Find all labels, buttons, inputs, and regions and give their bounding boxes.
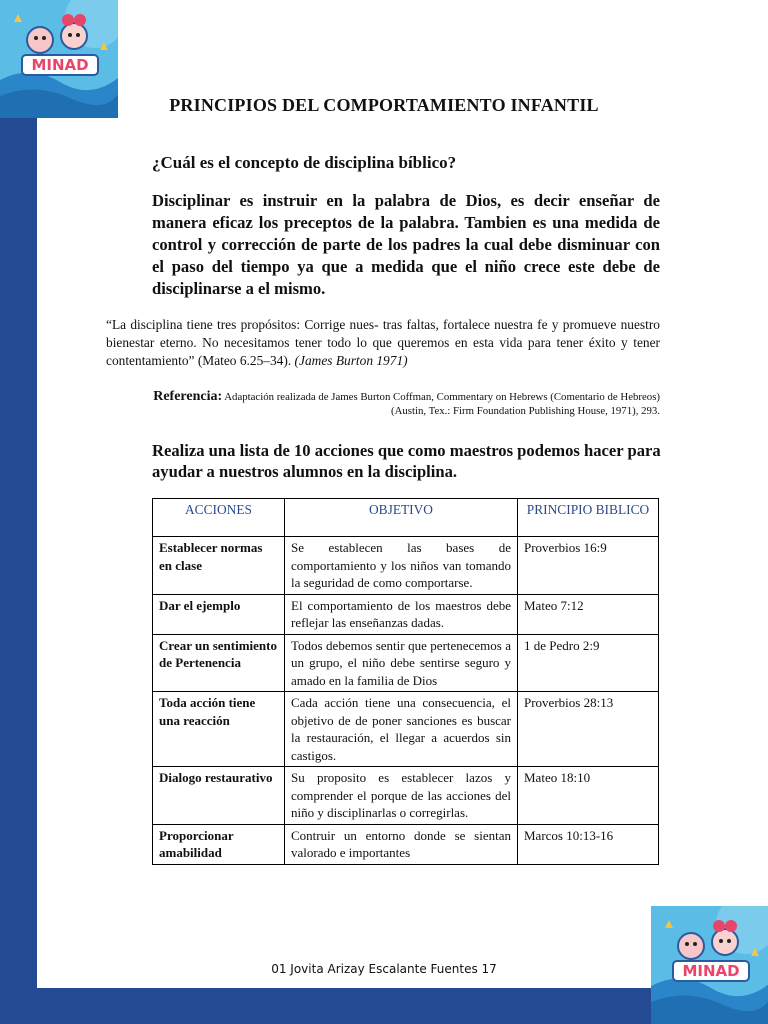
quote-citation: (James Burton 1971) (294, 353, 408, 368)
cell-objetivo: Contruir un entorno donde se sientan valorado e importantes (285, 824, 518, 864)
logo-text: MINAD (682, 962, 740, 980)
logo-text: MINAD (31, 56, 89, 74)
cell-accion: Proporcionar amabilidad (153, 824, 285, 864)
cell-objetivo: Cada acción tiene una consecuencia, el objetivo de de poner sanciones es buscar la restauración, el llegar a acuerdos sin castigos. (285, 692, 518, 767)
definition-paragraph: Disciplinar es instruir en la palabra de Dios, es decir enseñar de manera eficaz los preceptos de la palabra. Tambien es una medida de control y corrección de parte de los padres la cual debe disminuar con el paso del tiempo ya que a medida que el niño crece este debe de disciplinarse a el mismo. (152, 191, 660, 298)
table-row (153, 692, 659, 767)
table-row (153, 634, 659, 692)
cell-accion: Dialogo restaurativo (153, 767, 285, 825)
cell-principio: Marcos 10:13-16 (518, 824, 659, 864)
page-title: PRINCIPIOS DEL COMPORTAMIENTO INFANTIL (169, 95, 599, 115)
cell-accion: Establecer normas en clase (153, 537, 285, 595)
table-row (153, 537, 659, 595)
cell-principio: 1 de Pedro 2:9 (518, 634, 659, 692)
quote-block (106, 316, 660, 370)
cell-objetivo: El comportamiento de los maestros debe reflejar las enseñanzas dadas. (285, 594, 518, 634)
reference-line-1: Adaptación realizada de James Burton Coffman, Commentary on Hebrews (Comentario de Hebreos) (224, 391, 660, 403)
activity-prompt: Realiza una lista de 10 acciones que como maestros podemos hacer para ayudar a nuestros alumnos en la disciplina. (152, 441, 661, 481)
cell-principio: Mateo 18:10 (518, 767, 659, 825)
cell-accion: Toda acción tiene una reacción (153, 692, 285, 767)
cell-principio: Mateo 7:12 (518, 594, 659, 634)
table-row (153, 767, 659, 825)
cell-objetivo: Su proposito es establecer lazos y comprender el porque de las acciones del niño y disciplinarlas o corregirlas. (285, 767, 518, 825)
cell-principio: Proverbios 16:9 (518, 537, 659, 595)
section-question: ¿Cuál es el concepto de disciplina bíblico? (152, 153, 457, 172)
cell-accion: Crear un sentimiento de Pertenencia (153, 634, 285, 692)
cell-objetivo: Se establecen las bases de comportamiento y los niños van tomando la seguridad de como comportarse. (285, 537, 518, 595)
table-row (153, 594, 659, 634)
actions-table (152, 498, 659, 865)
header-principio: PRINCIPIO BIBLICO (518, 499, 659, 537)
page-footer: 01 Jovita Arizay Escalante Fuentes 17 (271, 962, 497, 976)
reference-label: Referencia: (153, 389, 223, 404)
reference-line-2: (Austin, Tex.: Firm Foundation Publishing House, 1971), 293. (391, 405, 660, 417)
header-acciones: ACCIONES (153, 499, 285, 537)
table-header-row (153, 499, 659, 537)
quote-text: “La disciplina tiene tres propósitos: Corrige nues- tras faltas, fortalece nuestra fe y promueve nuestro bienestar eterno. No necesitamos tener todo lo que queremos en esta vida para tener éxito y tener contentamiento” (Mateo 6.25–34). (106, 317, 660, 368)
header-objetivo: OBJETIVO (285, 499, 518, 537)
left-decorative-bar (0, 0, 37, 1024)
reference-block (106, 390, 660, 418)
cell-principio: Proverbios 28:13 (518, 692, 659, 767)
cell-objetivo: Todos debemos sentir que pertenecemos a un grupo, el niño debe sentirse seguro y amado en la familia de Dios (285, 634, 518, 692)
table-row (153, 824, 659, 864)
cell-accion: Dar el ejemplo (153, 594, 285, 634)
